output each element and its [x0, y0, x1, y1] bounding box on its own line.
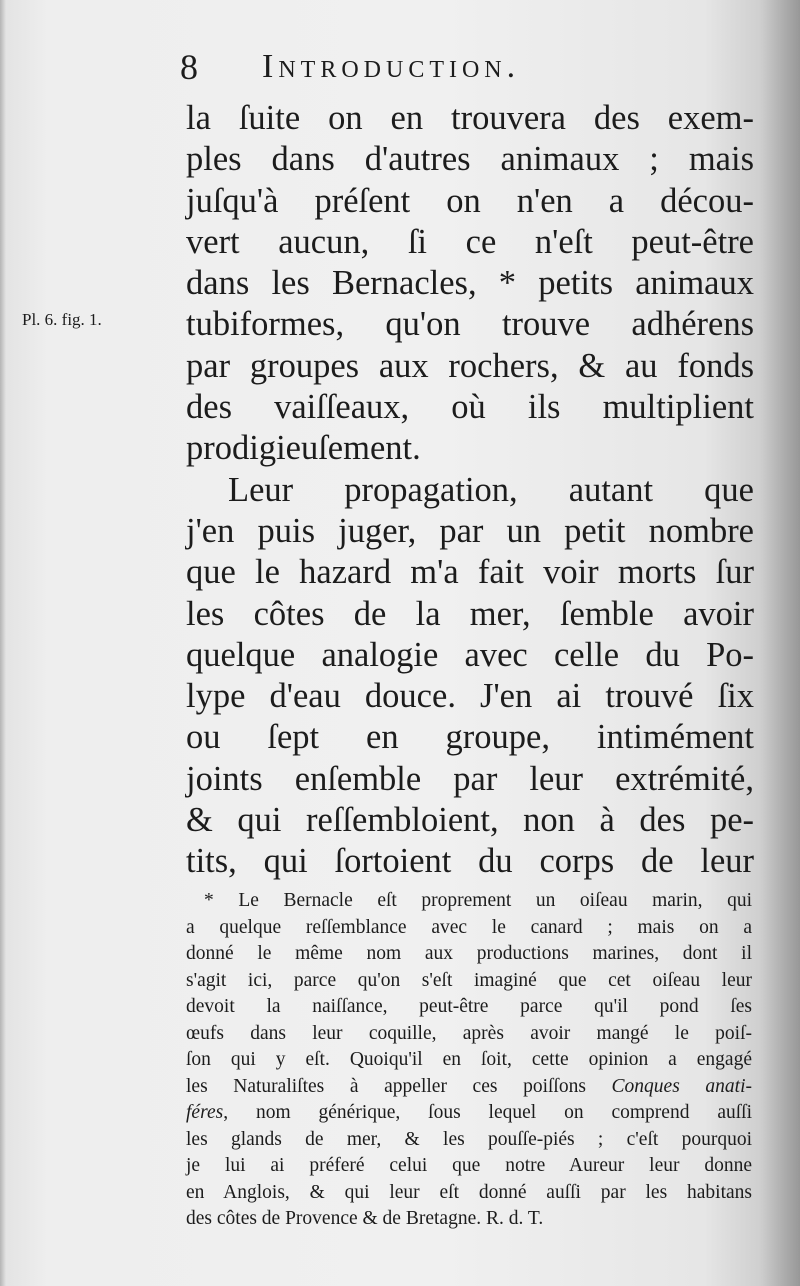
text-line: joints enſemble par leur extrémité,	[186, 759, 754, 798]
footnote-italic-term: Conques anati-	[611, 1075, 752, 1097]
footnote-line: en Anglois, & qui leur eſt donné auſſi par les habitans	[186, 1181, 752, 1203]
margin-note: Pl. 6. fig. 1.	[22, 310, 102, 329]
footnote	[186, 888, 752, 1233]
footnote-text: , nom générique, ſous lequel on comprend auſſi	[223, 1102, 752, 1123]
text-line: ples dans d'autres animaux ; mais	[186, 140, 754, 179]
footnote-line: donné le même nom aux productions marines, dont il	[186, 943, 752, 964]
footnote-line: * Le Bernacle eſt proprement un oiſeau marin, qui	[204, 890, 752, 911]
text-line: ou ſept en groupe, intimément	[186, 718, 754, 757]
text-line: & qui reſſembloient, non à des pe-	[186, 801, 754, 840]
text-line: Leur propagation, autant que	[228, 470, 754, 509]
text-line: juſqu'à préſent on n'en a décou-	[186, 181, 754, 220]
footnote-line: les glands de mer, & les pouſſe-piés ; c'eſt pourquoi	[186, 1128, 752, 1150]
text-line: lype d'eau douce. J'en ai trouvé ſix	[186, 677, 754, 716]
footnote-italic-term: féres	[186, 1102, 224, 1123]
running-head: Introduction.	[262, 48, 521, 85]
footnote-line: des côtes de Provence & de Bretagne. R. d. T.	[186, 1208, 544, 1229]
footnote-line: je lui ai préferé celui que notre Aureur leur donne	[186, 1155, 752, 1176]
text-line: les côtes de la mer, ſemble avoir	[186, 594, 754, 633]
footnote-line	[186, 1100, 752, 1127]
text-line: que le hazard m'a fait voir morts ſur	[186, 553, 754, 592]
footnote-line: ſon qui y eſt. Quoiqu'il en ſoit, cette opinion a engagé	[186, 1049, 752, 1070]
footnote-line: devoit la naiſſance, peut-être parce qu'il pond ſes	[186, 996, 752, 1017]
footnote-line: a quelque reſſemblance avec le canard ; mais on a	[186, 916, 752, 938]
text-line: j'en puis juger, par un petit nombre	[186, 511, 754, 550]
main-text	[186, 98, 754, 883]
footnote-text: les Naturaliſtes à appeller ces poiſſons	[186, 1075, 586, 1097]
page-number: 8	[180, 47, 198, 87]
text-line: prodigieuſement.	[186, 429, 421, 468]
text-line: quelque analogie avec celle du Po-	[186, 635, 754, 674]
text-line: dans les Bernacles, * petits animaux	[186, 264, 754, 303]
footnote-line: œufs dans leur coquille, après avoir mangé le poiſ-	[186, 1022, 752, 1044]
text-line: tubiformes, qu'on trouve adhérens	[186, 305, 754, 344]
text-line: tits, qui ſortoient du corps de leur	[186, 842, 754, 881]
text-line: la ſuite on en trouvera des exem-	[186, 99, 754, 137]
page-header	[180, 42, 760, 92]
text-line: par groupes aux rochers, & au fonds	[186, 346, 754, 385]
text-line: vert aucun, ſi ce n'eſt peut-être	[186, 222, 754, 261]
footnote-line: s'agit ici, parce qu'on s'eſt imaginé que cet oiſeau leur	[186, 969, 752, 991]
text-line: des vaiſſeaux, où ils multiplient	[186, 388, 754, 427]
footnote-line	[186, 1074, 752, 1101]
